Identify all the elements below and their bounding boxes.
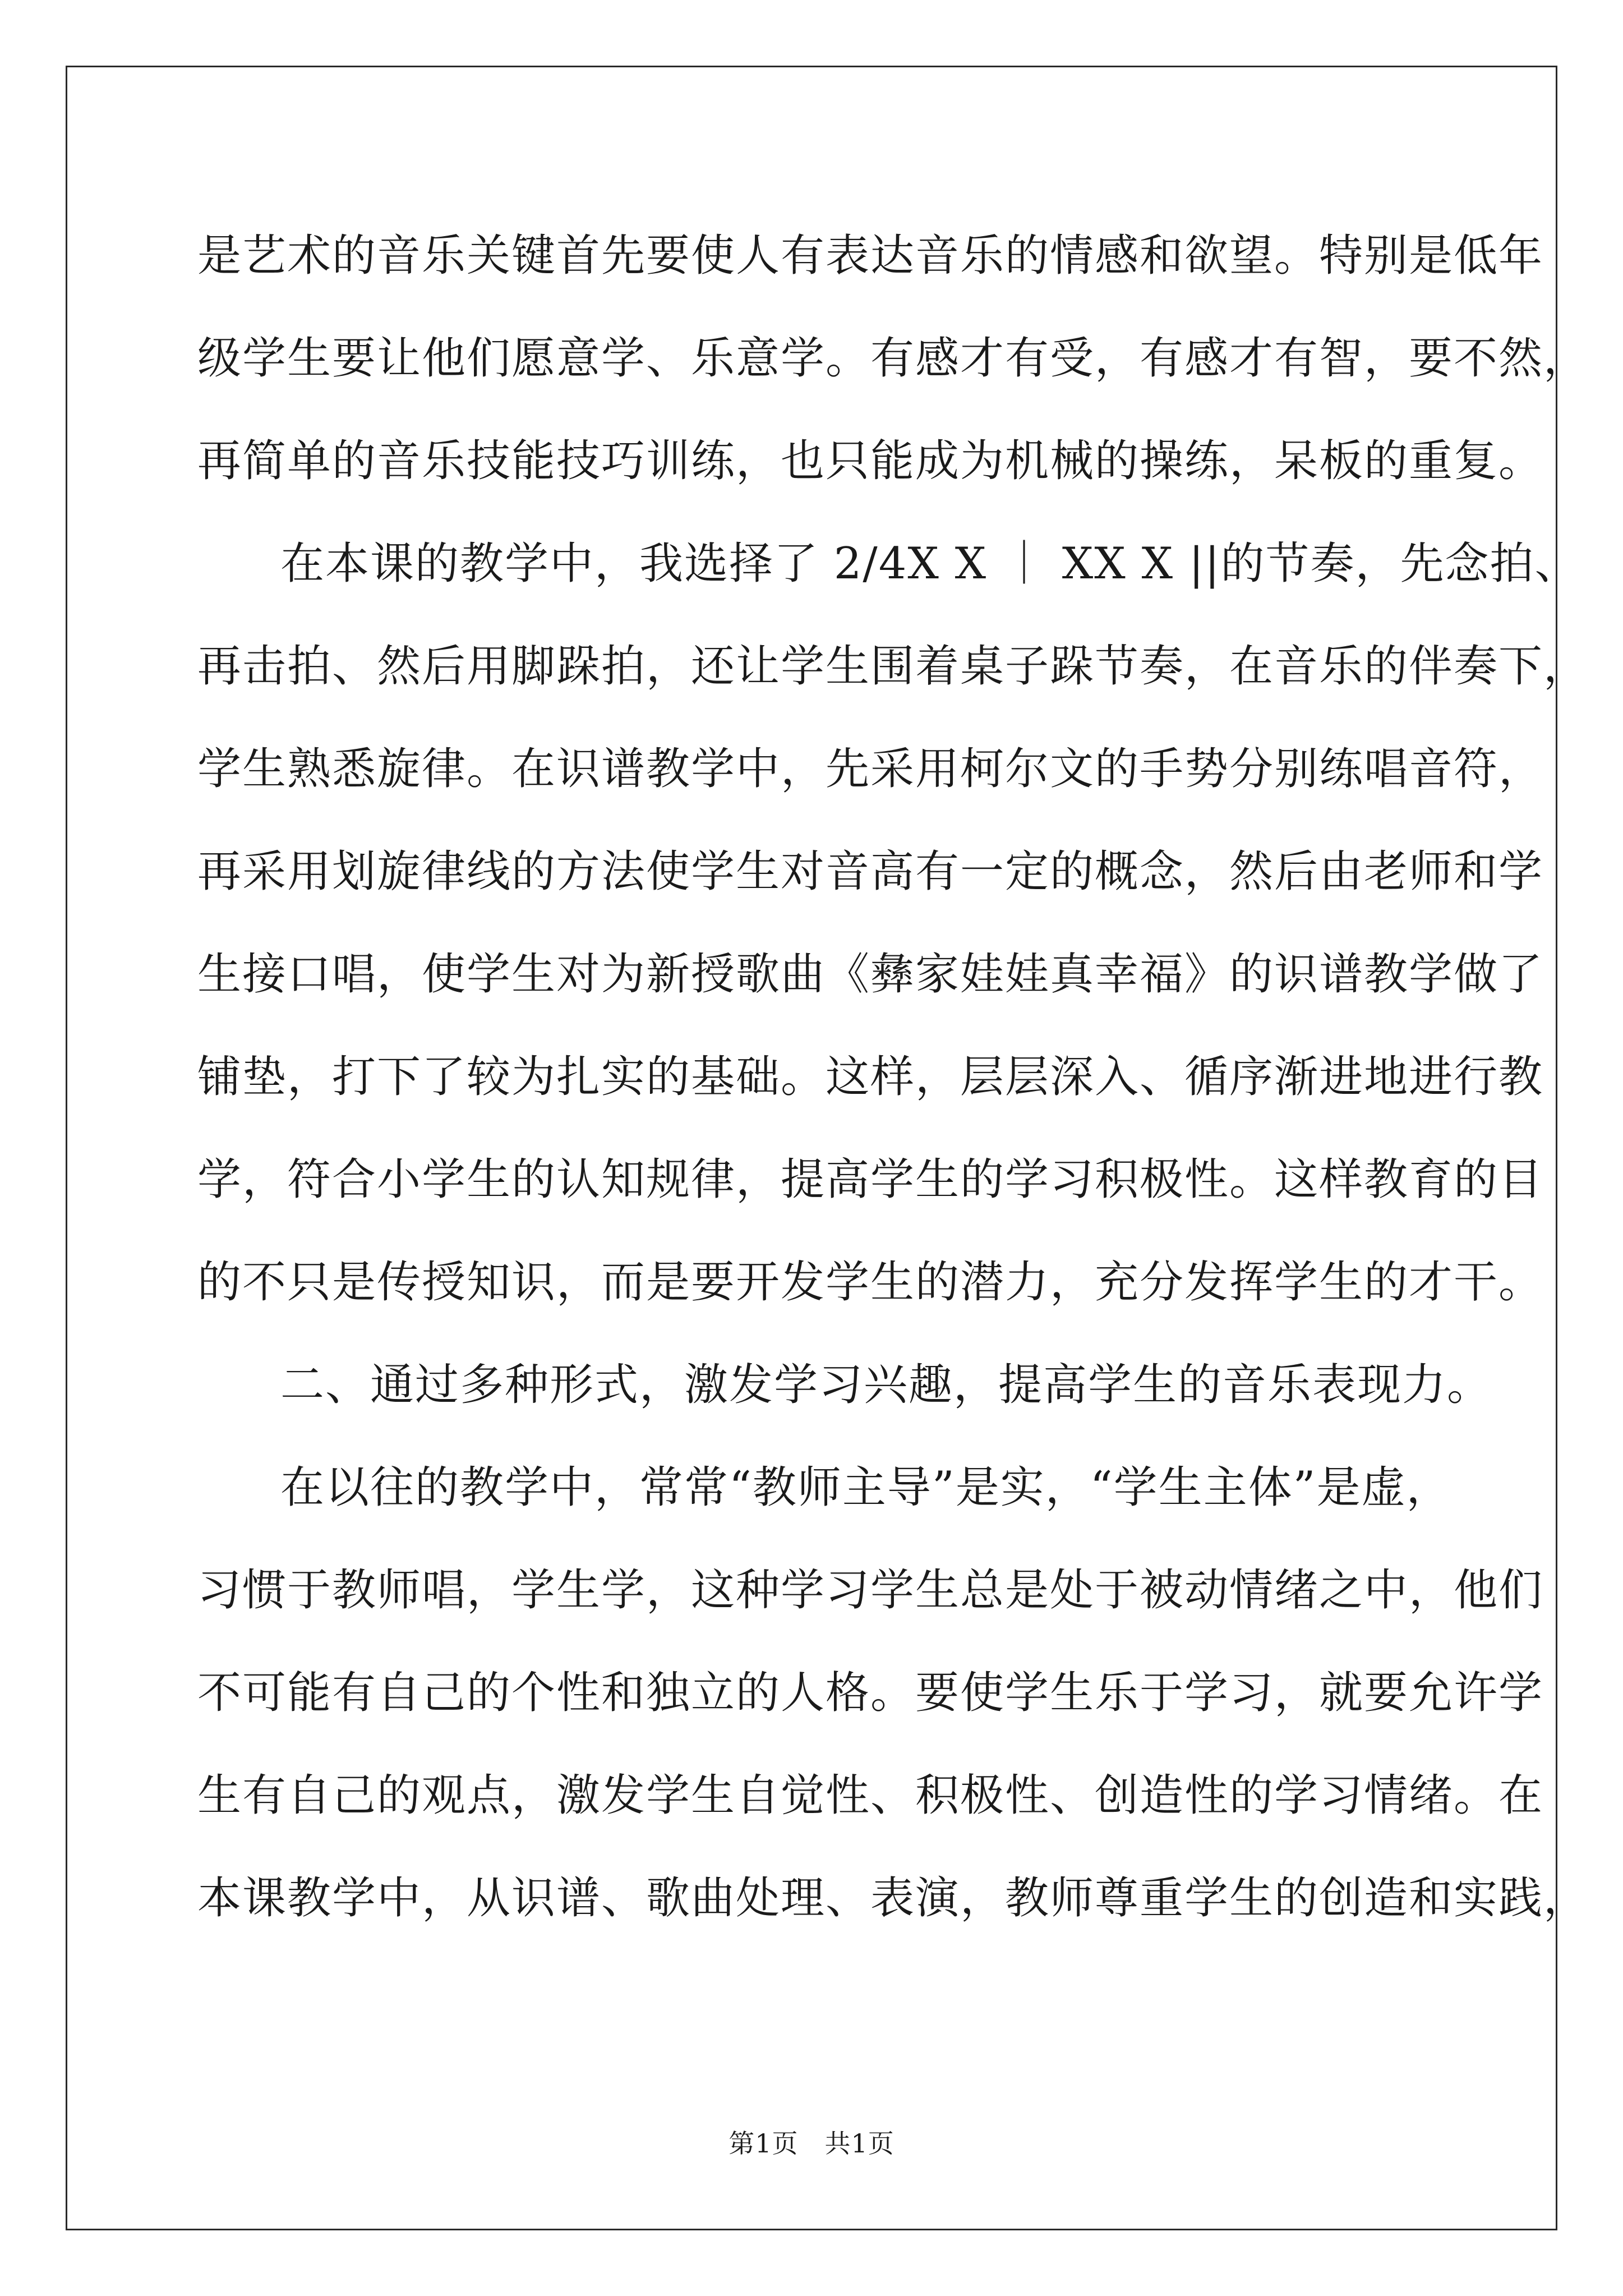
text-line: 生有自己的观点，激发学生自觉性、积极性、创造性的学习情绪。在 [197, 1770, 1544, 1821]
text-line: 级学生要让他们愿意学、乐意学。有感才有受，有感才有智，要不然， [197, 333, 1589, 384]
paragraph-start-line: 在本课的教学中，我选择了 2/4X X ｜ XX X ||的节奏，先念拍、 [280, 539, 1580, 589]
text-line: 的不只是传授知识，而是要开发学生的潜力，充分发挥学生的才干。 [197, 1257, 1544, 1308]
paragraph-start-line: 在以往的教学中，常常“教师主导”是实，“学生主体”是虚， [280, 1462, 1451, 1513]
text-line: 学，符合小学生的认知规律，提高学生的学习积极性。这样教育的目 [197, 1154, 1544, 1205]
text-line: 再击拍、然后用脚跺拍，还让学生围着桌子跺节奏，在音乐的伴奏下， [197, 641, 1589, 692]
page-number-footer: 第1页 共1页 [728, 2128, 895, 2159]
text-line: 学生熟悉旋律。在识谱教学中，先采用柯尔文的手势分别练唱音符， [197, 744, 1544, 794]
document-body [197, 205, 1589, 1950]
text-line: 本课教学中，从识谱、歌曲处理、表演，教师尊重学生的创造和实践， [197, 1873, 1589, 1924]
text-line: 不可能有自己的个性和独立的人格。要使学生乐于学习，就要允许学 [197, 1668, 1544, 1718]
text-line: 生接口唱，使学生对为新授歌曲《彝家娃娃真幸福》的识谱教学做了 [197, 949, 1544, 1000]
text-line: 再采用划旋律线的方法使学生对音高有一定的概念，然后由老师和学 [197, 846, 1544, 897]
section-heading: 二、通过多种形式，激发学习兴趣，提高学生的音乐表现力。 [280, 1360, 1492, 1410]
text-line: 是艺术的音乐关键首先要使人有表达音乐的情感和欲望。特别是低年 [197, 231, 1544, 281]
text-line: 再简单的音乐技能技巧训练，也只能成为机械的操练，呆板的重复。 [197, 436, 1544, 486]
text-line: 铺垫，打下了较为扎实的基础。这样，层层深入、循序渐进地进行教 [197, 1052, 1544, 1102]
text-line: 习惯于教师唱，学生学，这种学习学生总是处于被动情绪之中，他们 [197, 1565, 1544, 1616]
